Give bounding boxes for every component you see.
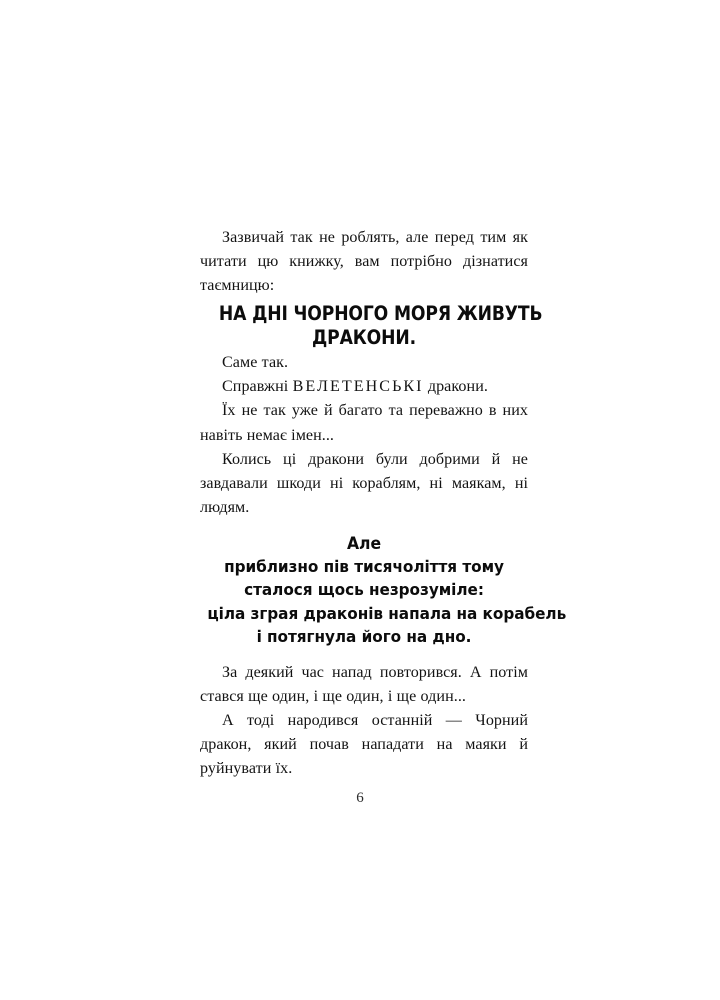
event-block-line-3: сталося щось незрозуміле: bbox=[244, 580, 484, 600]
event-block-line-1: Але bbox=[346, 533, 382, 553]
paragraph-attacks-repeated: За деякий час напад повторився. А потім стався ще один, і ще один, і ще один... bbox=[200, 663, 528, 706]
giant-emphasis-word: ВЕЛЕТЕНСЬКІ bbox=[292, 378, 424, 396]
page-number: 6 bbox=[356, 790, 364, 806]
event-display-block bbox=[207, 532, 567, 648]
secret-heading bbox=[218, 302, 543, 349]
event-block-line-4: ціла зграя драконів напала на корабель bbox=[207, 603, 567, 623]
event-block-line-2: приблизно пів тисячоліття тому bbox=[224, 557, 504, 577]
paragraph-black-dragon: А тоді народився останній — Чорний дракон, який почав нападати на маяки й руйнувати їх. bbox=[200, 712, 528, 778]
giant-suffix-text: дракони. bbox=[423, 378, 488, 396]
secret-heading-line-2: ДРАКОНИ. bbox=[312, 325, 416, 349]
page-text-column bbox=[200, 226, 567, 781]
event-block-line-5: і потягнула його на дно. bbox=[256, 626, 472, 646]
paragraph-kind-dragons: Колись ці дракони були добрими й не завдавали шкоди ні кораблям, ні маякам, ні людям. bbox=[200, 450, 528, 516]
giant-prefix-text: Справжні bbox=[222, 378, 293, 396]
paragraph-dragon-count: Їх не так уже й багато та переважно в них навіть немає імен... bbox=[200, 402, 528, 444]
paragraph-confirmation: Саме так. bbox=[222, 354, 289, 372]
block-spacer bbox=[200, 652, 528, 661]
secret-heading-line-1: НА ДНІ ЧОРНОГО МОРЯ ЖИВУТЬ bbox=[218, 302, 543, 326]
paragraph-intro: Зазвичай так не роблять, але перед тим як читати цю книжку, вам потрібно дізнатися таємницю: bbox=[200, 229, 528, 295]
paragraph-giant-dragons bbox=[200, 375, 528, 399]
